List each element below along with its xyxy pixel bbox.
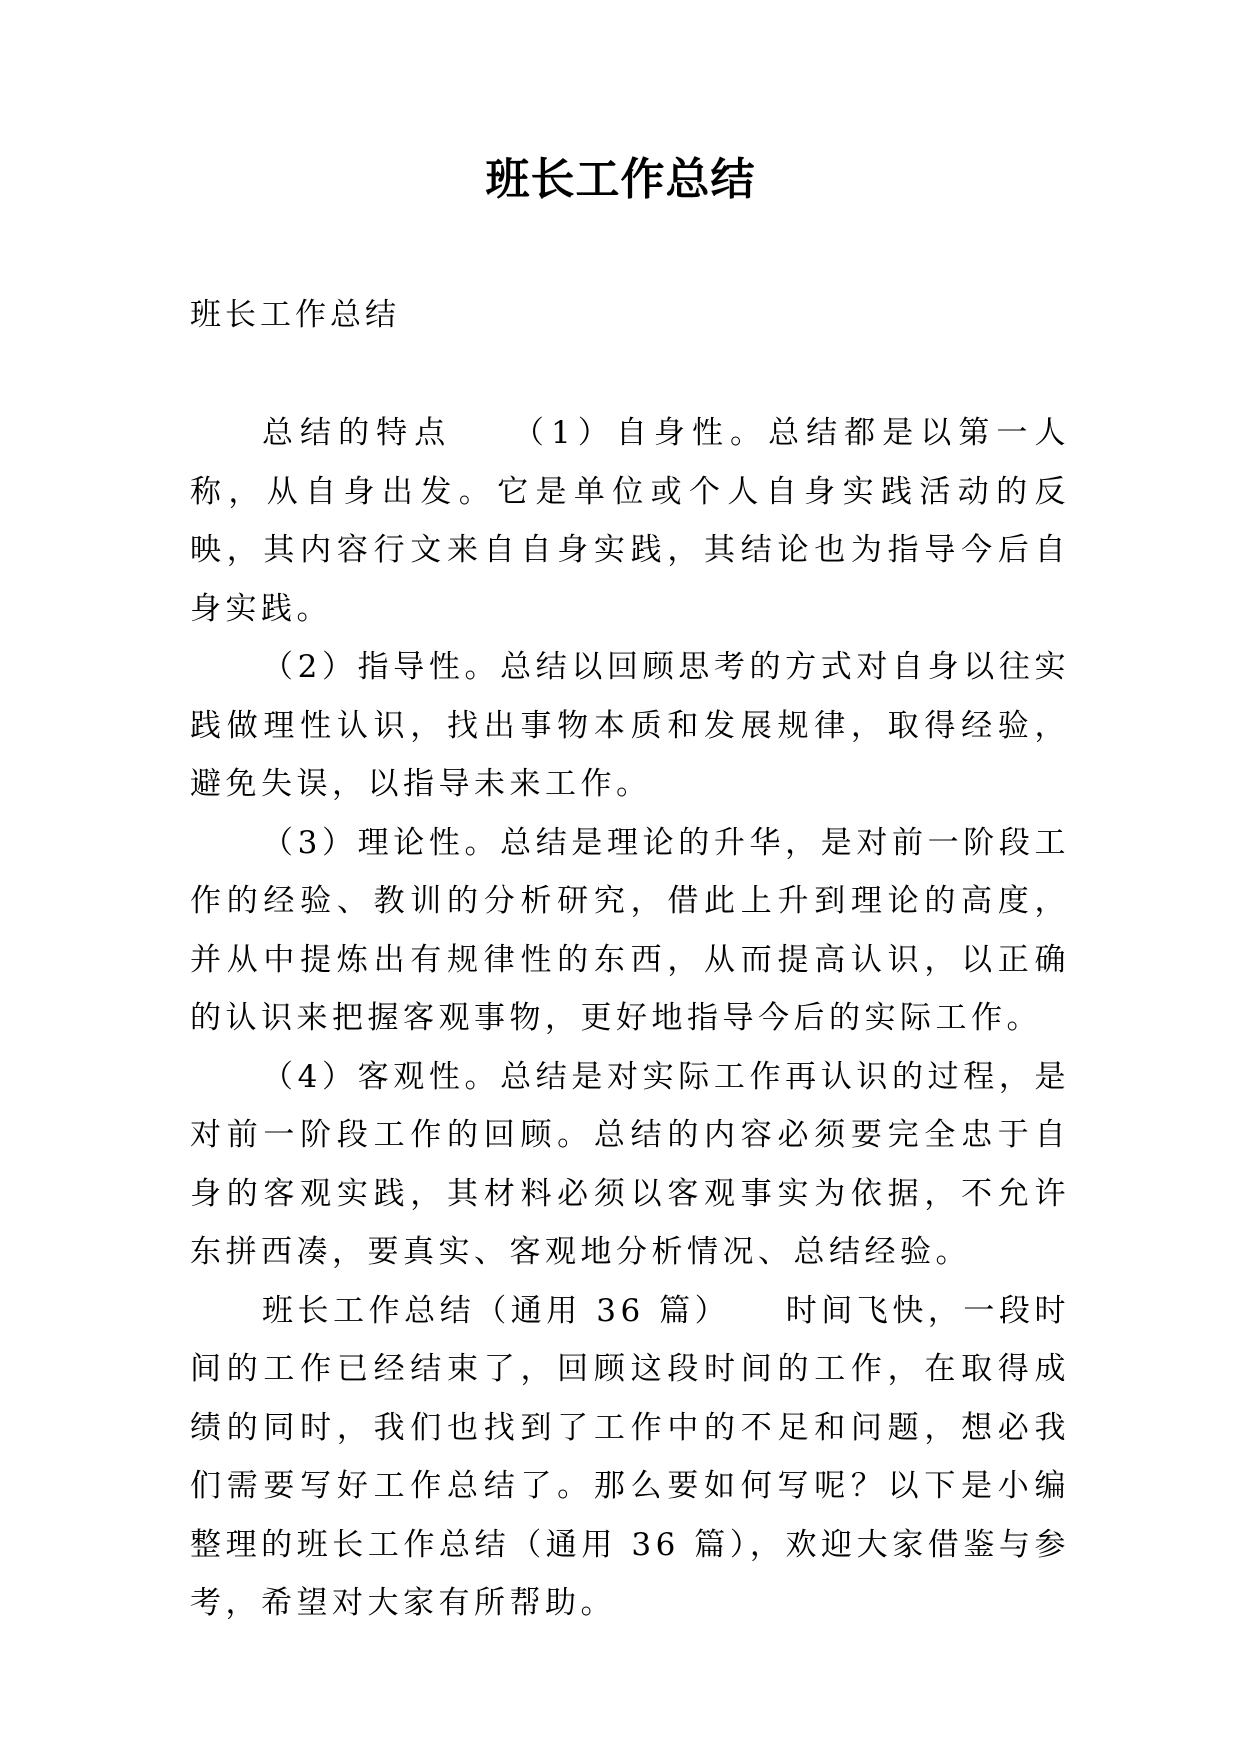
paragraph-characteristics-theory: （3）理论性。总结是理论的升华，是对前一阶段工作的经验、教训的分析研究，借此上升到理论的高度，并从中提炼出有规律性的东西，从而提高认识，以正确的认识来把握客观事物，更好地指导今后的实际工作。 [190,824,1070,1036]
paragraph-introduction: 班长工作总结（通用 36 篇） 时间飞快，一段时间的工作已经结束了，回顾这段时间的工作，在取得成绩的同时，我们也找到了工作中的不足和问题，想必我们需要写好工作总结了。那么要如何写呢？以下是小编整理的班长工作总结（通用 36 篇），欢迎大家借鉴与参考，希望对大家有所帮助。 [190,1292,1070,1621]
document-title: 班长工作总结 [485,154,756,205]
document-subtitle: 班长工作总结 [190,297,400,333]
paragraph-characteristics-self: 总结的特点 （1）自身性。总结都是以第一人称，从自身出发。它是单位或个人自身实践活动的反映，其内容行文来自自身实践，其结论也为指导今后自身实践。 [190,415,1070,627]
paragraph-characteristics-objectivity: （4）客观性。总结是对实际工作再认识的过程，是对前一阶段工作的回顾。总结的内容必须要完全忠于自身的客观实践，其材料必须以客观事实为依据，不允许东拼西凑，要真实、客观地分析情况、总结经验。 [190,1058,1070,1270]
paragraph-characteristics-guidance: （2）指导性。总结以回顾思考的方式对自身以往实践做理性认识，找出事物本质和发展规律，取得经验，避免失误，以指导未来工作。 [190,649,1070,802]
document-body [190,404,1070,1633]
